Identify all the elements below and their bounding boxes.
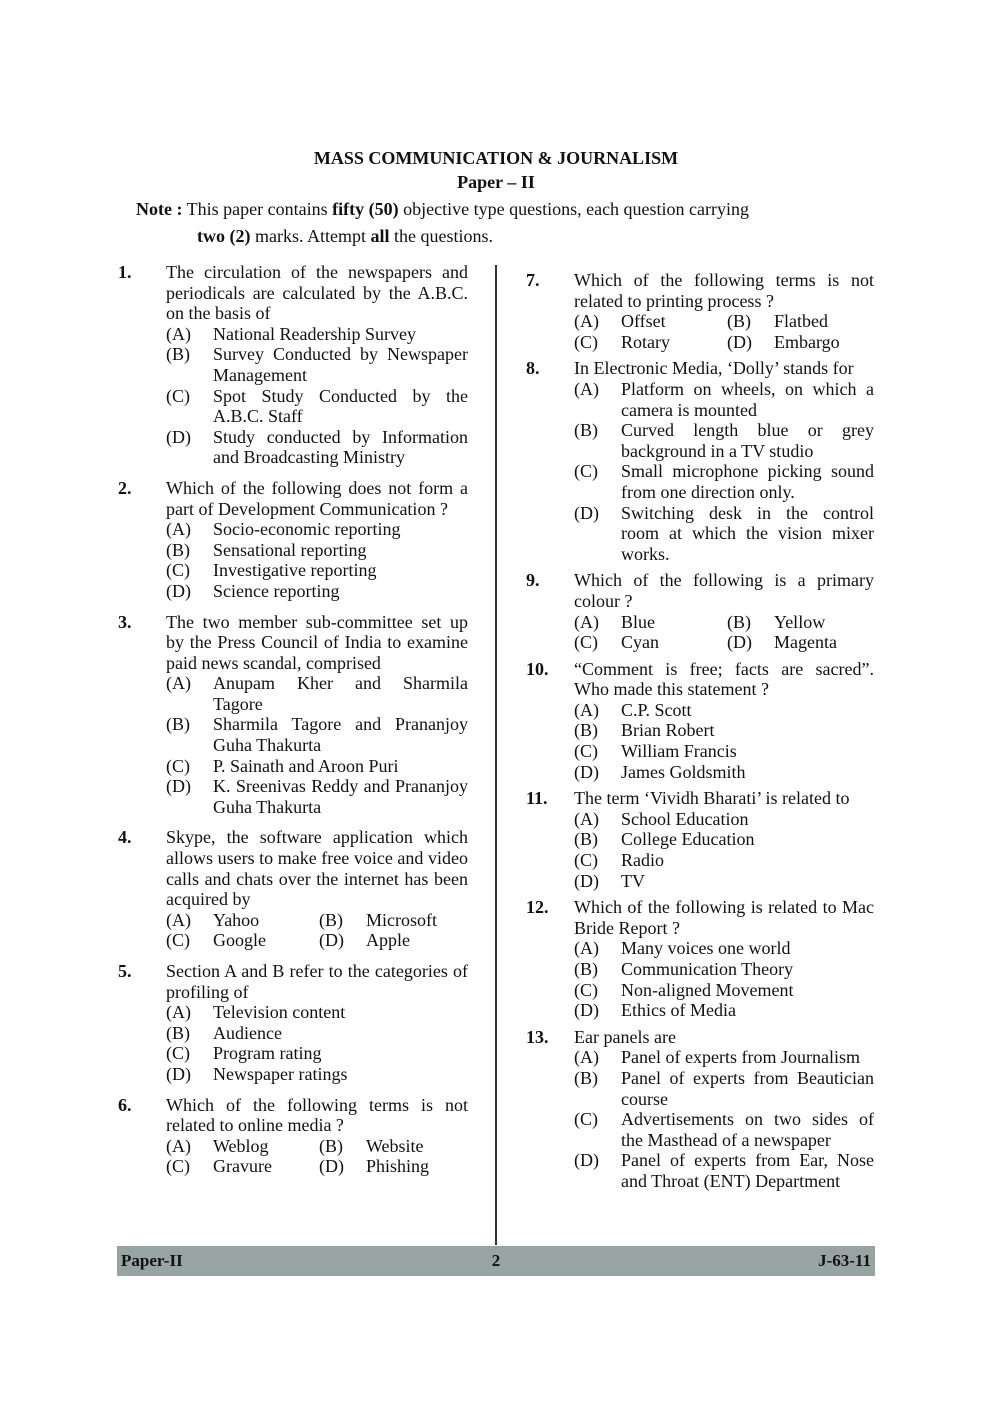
option-text: Gravure <box>213 1156 272 1177</box>
option-text: Advertisements on two sides of the Masthead of a newspaper <box>621 1109 874 1150</box>
option-list <box>574 809 874 891</box>
option-text: Sensational reporting <box>213 539 367 560</box>
question-number: 9. <box>526 570 540 591</box>
note-line-2 <box>136 223 856 250</box>
answer-option <box>166 673 468 714</box>
answer-option <box>166 910 319 931</box>
answer-option <box>574 720 874 741</box>
answer-option <box>574 1068 874 1109</box>
answer-option <box>574 379 874 420</box>
answer-option <box>166 1064 468 1085</box>
option-letter: (D) <box>574 502 599 523</box>
question-number: 11. <box>526 788 548 809</box>
option-list <box>574 379 874 564</box>
answer-option <box>574 741 874 762</box>
answer-option <box>574 1109 874 1150</box>
question-item <box>526 897 874 1021</box>
answer-option <box>574 980 874 1001</box>
option-letter: (C) <box>574 1109 598 1130</box>
option-list <box>166 519 468 601</box>
note-bold-all: all <box>370 226 390 246</box>
option-text: Embargo <box>774 331 840 352</box>
question-text: Skype, the software application which allows users to make free voice and video calls and chats over the internet has been acquired by <box>166 827 468 910</box>
option-letter: (A) <box>574 938 599 959</box>
option-text: Yahoo <box>213 909 260 930</box>
question-text: In Electronic Media, ‘Dolly’ stands for <box>574 358 854 379</box>
option-letter: (A) <box>166 909 191 930</box>
option-list <box>166 324 468 468</box>
option-letter: (A) <box>574 1047 599 1068</box>
question-number: 7. <box>526 270 540 290</box>
answer-option <box>727 612 874 633</box>
option-text: James Goldsmith <box>621 761 746 782</box>
option-text: Audience <box>213 1022 282 1043</box>
question-number: 3. <box>118 611 132 632</box>
answer-option <box>574 850 874 871</box>
answer-option <box>574 420 874 461</box>
option-text: Newspaper ratings <box>213 1063 348 1084</box>
answer-option <box>166 756 468 777</box>
question-number: 1. <box>118 262 132 282</box>
option-text: Apple <box>366 930 410 951</box>
option-letter: (B) <box>574 1067 598 1088</box>
option-list <box>574 938 874 1020</box>
option-letter: (D) <box>574 1000 599 1021</box>
question-item <box>118 478 468 602</box>
question-number: 8. <box>526 358 540 379</box>
option-letter: (A) <box>166 519 191 540</box>
option-text: K. Sreenivas Reddy and Prananjoy Guha Thakurta <box>213 776 468 817</box>
question-text: Which of the following is related to Mac Bride Report ? <box>574 897 874 938</box>
option-letter: (A) <box>166 1135 191 1156</box>
answer-option <box>166 519 468 540</box>
option-text: Panel of experts from Journalism <box>621 1047 860 1068</box>
question-text: Which of the following terms is not related to online media ? <box>166 1094 468 1136</box>
option-letter: (B) <box>319 1135 343 1156</box>
answer-option <box>574 332 727 353</box>
option-list <box>166 673 468 817</box>
question-number: 6. <box>118 1094 132 1115</box>
question-item <box>526 788 874 891</box>
option-text: Rotary <box>621 331 670 352</box>
option-letter: (D) <box>166 1063 191 1084</box>
right-column <box>526 262 874 1192</box>
answer-option <box>166 581 468 602</box>
answer-option <box>727 311 874 332</box>
option-text: Platform on wheels, on which a camera is mounted <box>621 378 874 420</box>
question-item <box>526 570 874 652</box>
answer-option <box>166 427 468 468</box>
footer-paper-label: Paper-II <box>121 1251 183 1270</box>
question-number: 12. <box>526 897 549 918</box>
option-text: National Readership Survey <box>213 323 416 344</box>
question-text: “Comment is free; facts are sacred”. Who made this statement ? <box>574 658 874 700</box>
option-list <box>574 700 874 782</box>
question-item <box>118 1095 468 1177</box>
option-text: P. Sainath and Aroon Puri <box>213 755 399 776</box>
option-text: Investigative reporting <box>213 560 377 581</box>
question-text: Ear panels are <box>574 1026 676 1047</box>
option-text: Brian Robert <box>621 720 715 741</box>
option-text: Offset <box>621 311 666 332</box>
answer-option <box>574 503 874 565</box>
option-letter: (C) <box>574 331 598 352</box>
question-number: 2. <box>118 477 132 498</box>
answer-option <box>574 612 727 633</box>
answer-option <box>166 1043 468 1064</box>
option-text: Spot Study Conducted by the A.B.C. Staff <box>213 385 468 427</box>
answer-option <box>574 461 874 502</box>
option-letter: (C) <box>574 979 598 1000</box>
option-text: Program rating <box>213 1043 322 1064</box>
option-letter: (A) <box>574 808 599 829</box>
answer-option <box>166 1156 319 1177</box>
answer-option <box>166 1023 468 1044</box>
question-item <box>526 358 874 564</box>
option-letter: (D) <box>166 426 191 447</box>
answer-option <box>574 829 874 850</box>
footer-page-number: 2 <box>491 1251 501 1270</box>
option-letter: (D) <box>727 331 752 352</box>
question-item <box>118 612 468 818</box>
option-letter: (B) <box>166 1022 190 1043</box>
answer-option <box>319 1136 468 1157</box>
answer-option <box>319 1156 468 1177</box>
option-text: Communication Theory <box>621 959 794 979</box>
option-letter: (C) <box>166 385 190 406</box>
option-text: Website <box>366 1135 424 1156</box>
option-text: College Education <box>621 829 755 850</box>
answer-option <box>166 540 468 561</box>
option-text: Radio <box>621 850 664 871</box>
option-grid <box>166 910 468 951</box>
option-text: Socio-economic reporting <box>213 519 401 540</box>
question-text: The circulation of the newspapers and periodicals are calculated by the A.B.C. on the basis of <box>166 262 468 324</box>
question-item <box>118 827 468 951</box>
answer-option <box>319 930 468 951</box>
column-divider <box>495 265 497 1245</box>
answer-option <box>574 311 727 332</box>
answer-option <box>166 776 468 817</box>
question-text: Which of the following terms is not related to printing process ? <box>574 270 874 311</box>
note-text-2: objective type questions, each question carrying <box>403 199 750 219</box>
option-letter: (D) <box>574 1150 599 1171</box>
question-number: 5. <box>118 961 132 981</box>
option-letter: (C) <box>166 755 190 776</box>
footer-paper-code: J-63-11 <box>818 1251 871 1270</box>
option-text: Google <box>213 930 266 951</box>
option-letter: (C) <box>574 461 598 482</box>
page-footer <box>117 1246 875 1276</box>
note-bold-two: two (2) <box>197 226 251 246</box>
option-text: Weblog <box>213 1135 269 1156</box>
option-text: Panel of experts from Ear, Nose and Throat (ENT) Department <box>621 1150 874 1191</box>
answer-option <box>166 386 468 427</box>
option-text: Survey Conducted by Newspaper Management <box>213 344 468 385</box>
answer-option <box>574 700 874 721</box>
answer-option <box>574 959 874 980</box>
option-letter: (B) <box>166 714 190 735</box>
option-letter: (B) <box>166 539 190 560</box>
answer-option <box>166 324 468 345</box>
option-letter: (C) <box>574 632 598 653</box>
option-text: Small microphone picking sound from one direction only. <box>621 461 874 502</box>
option-letter: (B) <box>574 720 598 741</box>
answer-option <box>727 632 874 653</box>
option-letter: (B) <box>574 420 598 441</box>
note-bold-fifty: fifty (50) <box>332 199 399 219</box>
question-text: Which of the following is a primary colour ? <box>574 570 874 611</box>
answer-option <box>166 930 319 951</box>
option-text: School Education <box>621 808 749 829</box>
option-letter: (D) <box>319 1156 344 1177</box>
note-text-4: the questions. <box>394 226 493 246</box>
note-label: Note : <box>136 199 183 219</box>
note-text-1: This paper contains <box>186 199 328 219</box>
option-text: Magenta <box>774 632 837 653</box>
question-item <box>526 659 874 783</box>
option-letter: (A) <box>574 699 599 720</box>
option-letter: (A) <box>166 673 191 694</box>
instructions-note <box>136 196 856 250</box>
answer-option <box>319 910 468 931</box>
option-grid <box>574 311 874 352</box>
option-letter: (C) <box>166 560 190 581</box>
answer-option <box>574 809 874 830</box>
answer-option <box>166 344 468 385</box>
answer-option <box>574 871 874 892</box>
answer-option <box>166 1002 468 1023</box>
option-text: Many voices one world <box>621 938 791 959</box>
note-text-3: marks. Attempt <box>254 226 366 246</box>
option-letter: (C) <box>166 1156 190 1177</box>
option-text: William Francis <box>621 741 737 762</box>
option-letter: (A) <box>166 323 191 344</box>
option-text: Phishing <box>366 1156 430 1177</box>
answer-option <box>574 632 727 653</box>
option-letter: (B) <box>319 909 343 930</box>
option-text: Anupam Kher and Sharmila Tagore <box>213 673 468 714</box>
option-letter: (D) <box>319 930 344 951</box>
left-column <box>118 262 468 1177</box>
exam-title: MASS COMMUNICATION & JOURNALISM <box>313 148 679 168</box>
note-line-1 <box>136 196 856 223</box>
option-text: C.P. Scott <box>621 699 692 720</box>
option-text: Yellow <box>774 611 826 632</box>
option-letter: (B) <box>574 829 598 850</box>
option-letter: (A) <box>574 311 599 332</box>
option-list <box>166 1002 468 1084</box>
question-item <box>526 270 874 352</box>
option-letter: (D) <box>574 761 599 782</box>
question-number: 13. <box>526 1026 549 1047</box>
answer-option <box>574 762 874 783</box>
option-text: Blue <box>621 611 655 632</box>
option-letter: (D) <box>166 776 191 797</box>
option-text: Microsoft <box>366 909 437 930</box>
question-text: Section A and B refer to the categories of profiling of <box>166 961 468 1002</box>
option-text: Science reporting <box>213 580 340 601</box>
option-text: Curved length blue or grey background in a TV studio <box>621 420 874 461</box>
answer-option <box>727 332 874 353</box>
option-text: Non-aligned Movement <box>621 979 794 1000</box>
option-text: Switching desk in the control room at which the vision mixer works. <box>621 502 874 564</box>
answer-option <box>574 1150 874 1191</box>
option-letter: (D) <box>727 632 752 653</box>
option-list <box>574 1047 874 1191</box>
question-text: The term ‘Vividh Bharati’ is related to <box>574 788 850 809</box>
question-text: The two member sub-committee set up by the Press Council of India to examine paid news scandal, comprised <box>166 611 468 673</box>
question-item <box>526 1027 874 1192</box>
option-letter: (B) <box>166 344 190 365</box>
answer-option <box>574 1047 874 1068</box>
option-text: Ethics of Media <box>621 1000 736 1021</box>
question-number: 10. <box>526 658 549 679</box>
question-item <box>118 262 468 468</box>
option-text: Panel of experts from Beautician course <box>621 1067 874 1109</box>
option-letter: (B) <box>727 611 751 632</box>
question-item <box>118 961 468 1085</box>
option-grid <box>574 612 874 653</box>
option-letter: (C) <box>166 930 190 951</box>
answer-option <box>166 1136 319 1157</box>
option-text: Television content <box>213 1002 346 1023</box>
option-text: Study conducted by Information and Broadcasting Ministry <box>213 426 468 468</box>
option-letter: (C) <box>574 850 598 871</box>
answer-option <box>574 1000 874 1021</box>
option-text: Sharmila Tagore and Prananjoy Guha Thakurta <box>213 714 468 756</box>
option-letter: (D) <box>574 870 599 891</box>
option-letter: (A) <box>166 1002 191 1023</box>
option-text: Cyan <box>621 632 659 653</box>
paper-label: Paper – II <box>457 172 535 192</box>
option-text: Flatbed <box>774 311 828 332</box>
answer-option <box>166 560 468 581</box>
option-letter: (D) <box>166 580 191 601</box>
question-text: Which of the following does not form a part of Development Communication ? <box>166 477 468 519</box>
option-letter: (B) <box>574 959 598 979</box>
option-letter: (C) <box>166 1043 190 1064</box>
option-letter: (A) <box>574 378 599 399</box>
answer-option <box>166 714 468 755</box>
option-grid <box>166 1136 468 1177</box>
option-letter: (A) <box>574 611 599 632</box>
option-text: TV <box>621 870 645 891</box>
option-letter: (B) <box>727 311 751 332</box>
answer-option <box>574 938 874 959</box>
option-letter: (C) <box>574 741 598 762</box>
question-number: 4. <box>118 827 132 848</box>
